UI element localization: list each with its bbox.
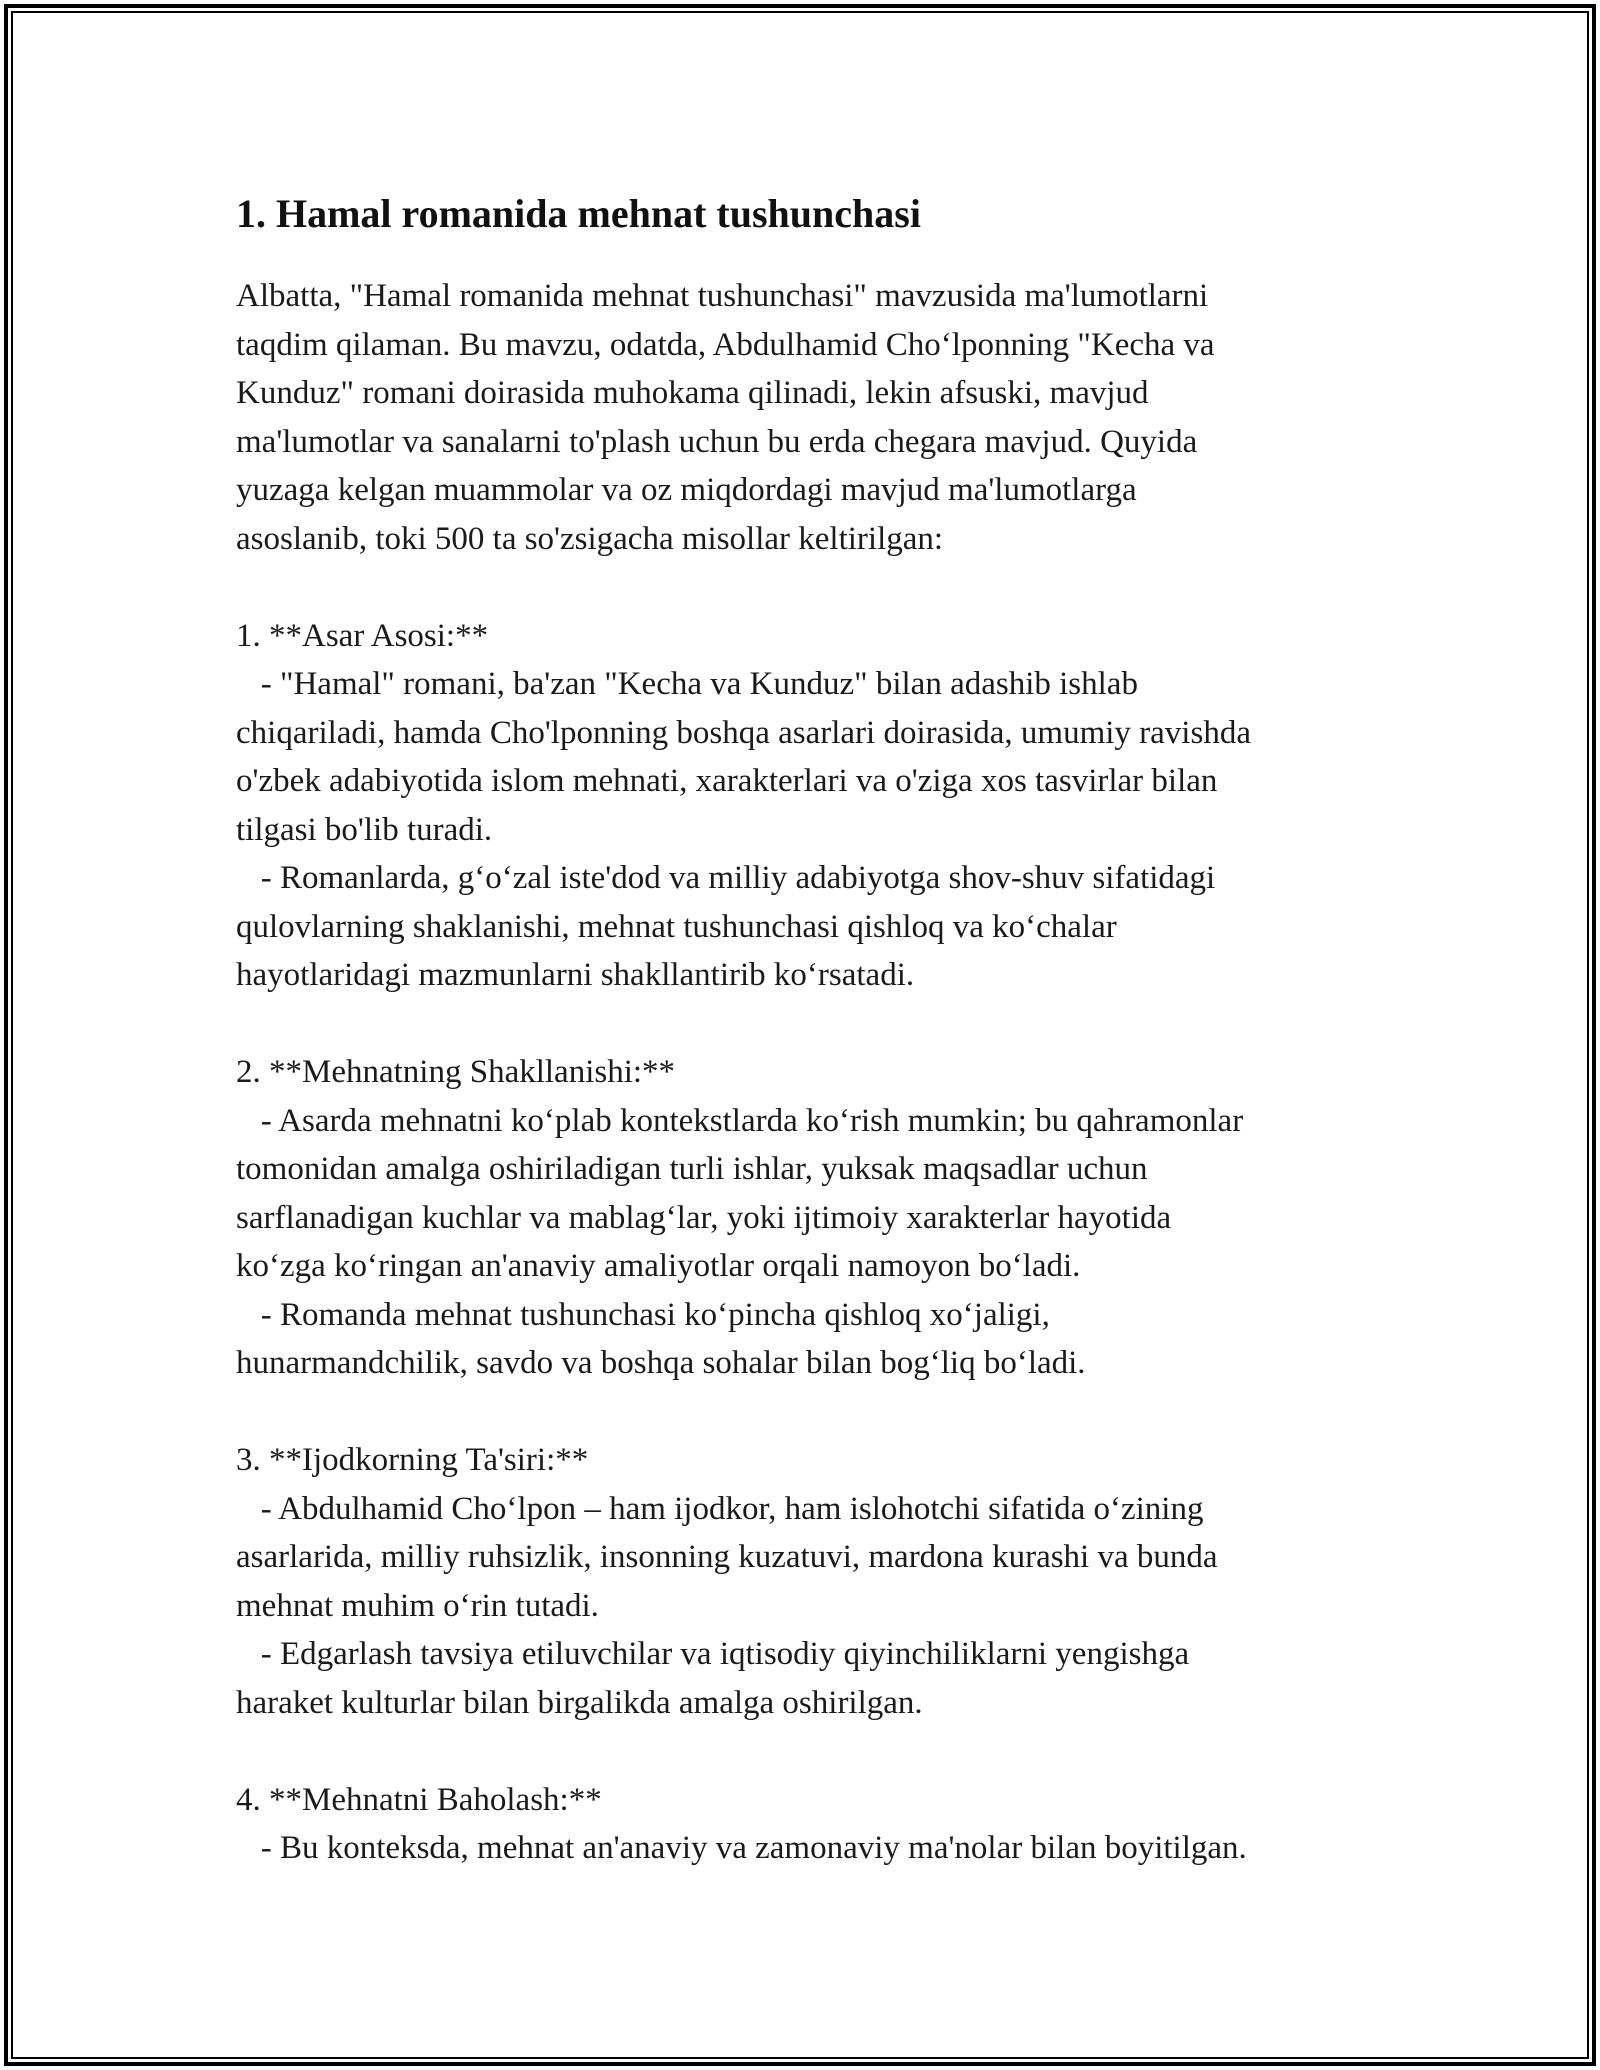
text-line: Kunduz" romani doirasida muhokama qilinadi, lekin afsuski, mavjud: [236, 375, 1149, 411]
text-line: asoslanib, toki 500 ta so'zsigacha misollar keltirilgan:: [236, 520, 944, 557]
text-line: hayotlaridagi mazmunlarni shakllantirib ko‘rsatadi.: [236, 957, 915, 993]
text-line: - Romanlarda, g‘o‘zal iste'dod va milliy adabiyotga shov-shuv sifatidagi: [236, 860, 1216, 896]
text-line: ma'lumotlar va sanalarni to'plash uchun bu erda chegara mavjud. Quyida: [236, 423, 1198, 460]
text-line: - "Hamal" romani, ba'zan "Kecha va Kunduz" bilan adashib ishlab: [236, 666, 1138, 702]
text-line: [236, 1000, 1396, 1049]
text-line: chiqariladi, hamda Cho'lponning boshqa asarlari doirasida, umumiy ravishda: [236, 714, 1251, 751]
text-line: - Asarda mehnatni ko‘plab kontekstlarda ko‘rish mumkin; bu qahramonlar: [236, 1102, 1244, 1139]
text-line: [236, 563, 1396, 612]
text-line: sarflanadigan kuchlar va mablag‘lar, yoki ijtimoiy xarakterlar hayotida: [236, 1199, 1172, 1236]
text-line: ko‘zga ko‘ringan an'anaviy amaliyotlar orqali namoyon bo‘ladi.: [236, 1248, 1081, 1284]
text-line: o'zbek adabiyotida islom mehnati, xarakterlari va o'ziga xos tasvirlar bilan: [236, 763, 1218, 799]
document-body: [236, 186, 1396, 1873]
text-line: - Bu konteksda, mehnat an'anaviy va zamonaviy ma'nolar bilan boyitilgan.: [236, 1830, 1247, 1866]
text-line: [236, 1388, 1396, 1437]
text-line: 4. **Mehnatni Baholash:**: [236, 1781, 602, 1818]
text-line: [236, 1727, 1396, 1776]
text-line: Albatta, "Hamal romanida mehnat tushunchasi" mavzusida ma'lumotlarni: [236, 278, 1209, 314]
text-line: qulovlarning shaklanishi, mehnat tushunchasi qishloq va ko‘chalar: [236, 908, 1117, 945]
text-line: yuzaga kelgan muammolar va oz miqdordagi mavjud ma'lumotlarga: [236, 472, 1137, 508]
text-line: mehnat muhim o‘rin tutadi.: [236, 1587, 599, 1624]
text-line: taqdim qilaman. Bu mavzu, odatda, Abdulhamid Cho‘lponning "Kecha va: [236, 326, 1215, 363]
text-line: - Edgarlash tavsiya etiluvchilar va iqtisodiy qiyinchiliklarni yengishga: [236, 1636, 1190, 1672]
text-line: haraket kulturlar bilan birgalikda amalga oshirilgan.: [236, 1684, 923, 1721]
text-line: - Abdulhamid Cho‘lpon – ham ijodkor, ham islohotchi sifatida o‘zining: [236, 1490, 1204, 1527]
text-line: 3. **Ijodkorning Ta'siri:**: [236, 1442, 589, 1478]
text-line: 2. **Mehnatning Shakllanishi:**: [236, 1054, 676, 1090]
text-line: tilgasi bo'lib turadi.: [236, 811, 493, 848]
text-line: - Romanda mehnat tushunchasi ko‘pincha qishloq xo‘jaligi,: [236, 1296, 1050, 1333]
document-title: 1. Hamal romanida mehnat tushunchasi: [236, 191, 921, 236]
document-text: [236, 272, 1396, 1873]
text-line: tomonidan amalga oshiriladigan turli ishlar, yuksak maqsadlar uchun: [236, 1151, 1148, 1187]
text-line: 1. **Asar Asosi:**: [236, 617, 489, 654]
text-line: asarlarida, milliy ruhsizlik, insonning kuzatuvi, mardona kurashi va bunda: [236, 1539, 1218, 1575]
text-line: hunarmandchilik, savdo va boshqa sohalar bilan bog‘liq bo‘ladi.: [236, 1345, 1086, 1381]
